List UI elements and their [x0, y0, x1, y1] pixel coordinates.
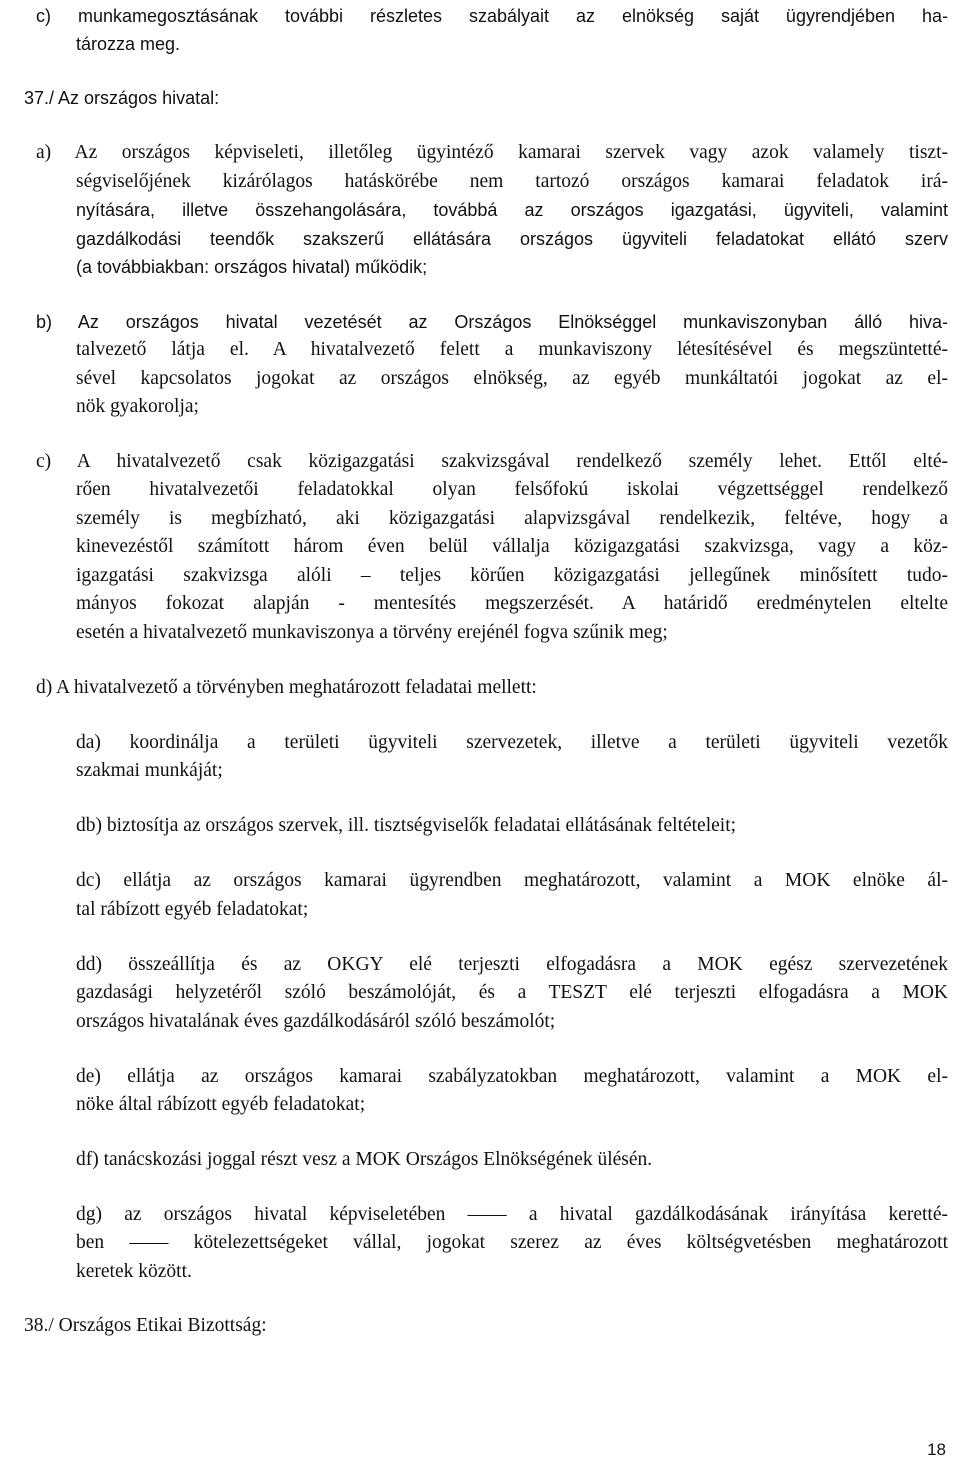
paragraph-line: dg) az országos hivatal képviseletében —— a hivatal gazdálkodásának irányítása keretté- [76, 1204, 948, 1225]
paragraph-line: nyítására, illetve összehangolására, továbbá az országos igazgatási, ügyviteli, valamint [76, 200, 948, 220]
paragraph-line: c) A hivatalvezető csak közigazgatási szakvizsgával rendelkező személy lehet. Ettől elté- [36, 451, 948, 472]
paragraph-line: igazgatási szakvizsga alóli – teljes körűen közigazgatási jellegűnek minősített tudo- [76, 565, 948, 586]
paragraph-line: ben —— kötelezettségeket vállal, jogokat szerez az éves költségvetésben meghatározott [76, 1232, 948, 1253]
paragraph-line: esetén a hivatalvezető munkaviszonya a törvény erejénél fogva szűnik meg; [76, 622, 668, 643]
paragraph-line: de) ellátja az országos kamarai szabályzatokban meghatározott, valamint a MOK el- [76, 1066, 948, 1087]
paragraph-line: db) biztosítja az országos szervek, ill. tisztségviselők feladatai ellátásának feltételeit; [76, 815, 737, 836]
paragraph-line: c) munkamegosztásának további részletes szabályait az elnökség saját ügyrendjében ha- [36, 6, 948, 26]
paragraph-line: (a továbbiakban: országos hivatal) működik; [76, 257, 428, 277]
page-number: 18 [927, 1440, 946, 1459]
paragraph-line: szakmai munkáját; [76, 760, 223, 781]
paragraph-line: a) Az országos képviseleti, illetőleg ügyintéző kamarai szervek vagy azok valamely tiszt- [36, 142, 948, 163]
paragraph-line: rően hivatalvezetői feladatokkal olyan felsőfokú iskolai végzettséggel rendelkező [76, 479, 948, 500]
paragraph-line: df) tanácskozási joggal részt vesz a MOK Országos Elnökségének ülésén. [76, 1149, 653, 1170]
section-heading: 38./ Országos Etikai Bizottság: [24, 1315, 267, 1336]
paragraph-line: dd) összeállítja és az OKGY elé terjeszti elfogadásra a MOK egész szervezetének [76, 954, 948, 975]
paragraph-line: nök gyakorolja; [76, 396, 199, 417]
paragraph-line: személy is megbízható, aki közigazgatási alapvizsgával rendelkezik, feltéve, hogy a [76, 508, 948, 529]
paragraph-line: mányos fokozat alapján - mentesítés megszerzését. A határidő eredménytelen eltelte [76, 593, 948, 614]
paragraph-line: keretek között. [76, 1261, 192, 1282]
paragraph-line: dc) ellátja az országos kamarai ügyrendben meghatározott, valamint a MOK elnöke ál- [76, 870, 948, 891]
paragraph-line: országos hivatalának éves gazdálkodásáról szóló beszámolót; [76, 1011, 556, 1032]
paragraph-line: da) koordinálja a területi ügyviteli szervezetek, illetve a területi ügyviteli vezetők [76, 732, 948, 753]
paragraph-line: sével kapcsolatos jogokat az országos elnökség, az egyéb munkáltatói jogokat az el- [76, 368, 948, 389]
paragraph-line: nöke által rábízott egyéb feladatokat; [76, 1094, 366, 1115]
paragraph-line: gazdasági helyzetéről szóló beszámolóját, és a TESZT elé terjeszti elfogadásra a MOK [76, 982, 948, 1003]
paragraph-line: gazdálkodási teendők szakszerű ellátására országos ügyviteli feladatokat ellátó szerv [76, 229, 948, 249]
paragraph-line: talvezető látja el. A hivatalvezető felett a munkaviszony létesítésével és megszüntetté- [76, 339, 948, 360]
paragraph-line: ségviselőjének kizárólagos hatáskörébe nem tartozó országos kamarai feladatok irá- [76, 171, 948, 192]
paragraph-line: tározza meg. [76, 34, 181, 54]
paragraph-line: kinevezéstől számított három éven belül vállalja közigazgatási szakvizsga, vagy a köz- [76, 536, 948, 557]
paragraph-line: tal rábízott egyéb feladatokat; [76, 899, 309, 920]
section-heading: 37./ Az országos hivatal: [24, 88, 220, 108]
paragraph-line: d) A hivatalvezető a törvényben meghatározott feladatai mellett: [36, 677, 537, 698]
paragraph-line: b) Az országos hivatal vezetését az Országos Elnökséggel munkaviszonyban álló hiva- [36, 312, 948, 332]
